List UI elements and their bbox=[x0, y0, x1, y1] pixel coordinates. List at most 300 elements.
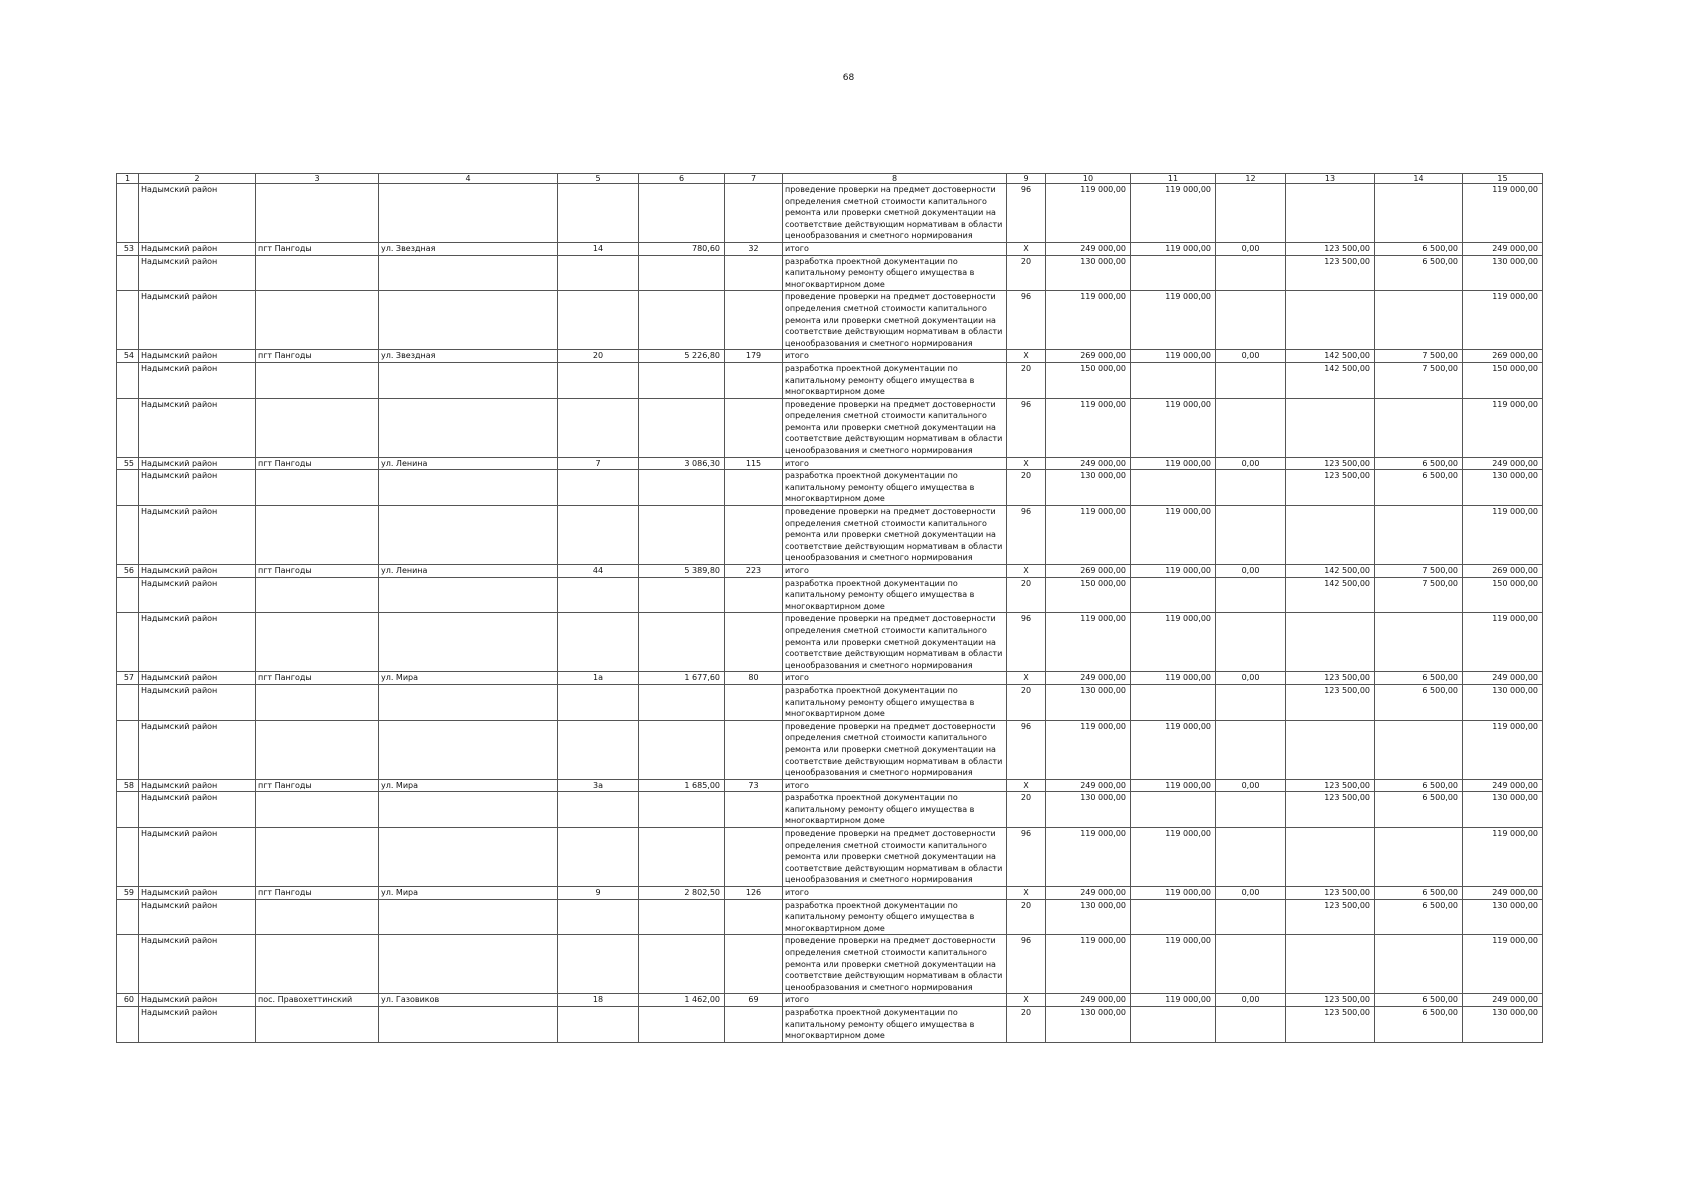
residents-cell bbox=[725, 792, 783, 828]
street-cell bbox=[379, 792, 558, 828]
work-type-cell: проведение проверки на предмет достоверности определения сметной стоимости капитального ремонта или проверки сметной документации на соответствие действующим нормативам в области ценообразования и сметного нормирования bbox=[783, 291, 1007, 350]
col15-cell: 130 000,00 bbox=[1463, 792, 1543, 828]
total-cost-cell: 119 000,00 bbox=[1046, 184, 1131, 243]
work-type-cell: проведение проверки на предмет достоверности определения сметной стоимости капитального ремонта или проверки сметной документации на соответствие действующим нормативам в области ценообразования и сметного нормирования bbox=[783, 184, 1007, 243]
residents-cell bbox=[725, 899, 783, 935]
street-cell bbox=[379, 828, 558, 887]
settlement-cell: пгт Пангоды bbox=[256, 779, 379, 792]
row-number bbox=[117, 828, 139, 887]
table-row bbox=[117, 398, 1543, 457]
col12-cell bbox=[1216, 684, 1286, 720]
house-cell: 1а bbox=[558, 672, 639, 685]
work-code-cell: 20 bbox=[1007, 362, 1046, 398]
col13-cell: 142 500,00 bbox=[1286, 350, 1375, 363]
col15-cell: 269 000,00 bbox=[1463, 565, 1543, 578]
settlement-cell bbox=[256, 828, 379, 887]
col11-cell: 119 000,00 bbox=[1131, 350, 1216, 363]
col15-cell: 130 000,00 bbox=[1463, 255, 1543, 291]
col14-cell: 6 500,00 bbox=[1375, 899, 1463, 935]
street-cell: ул. Газовиков bbox=[379, 994, 558, 1007]
area-cell: 780,60 bbox=[639, 242, 725, 255]
residents-cell: 126 bbox=[725, 887, 783, 900]
house-cell bbox=[558, 255, 639, 291]
settlement-cell bbox=[256, 255, 379, 291]
table-row bbox=[117, 184, 1543, 243]
col13-cell: 142 500,00 bbox=[1286, 577, 1375, 613]
table-row bbox=[117, 828, 1543, 887]
col14-cell bbox=[1375, 828, 1463, 887]
settlement-cell bbox=[256, 935, 379, 994]
table-row bbox=[117, 565, 1543, 578]
col11-cell: 119 000,00 bbox=[1131, 291, 1216, 350]
column-header: 2 bbox=[139, 174, 256, 184]
residents-cell bbox=[725, 255, 783, 291]
settlement-cell bbox=[256, 470, 379, 506]
district-cell: Надымский район bbox=[139, 828, 256, 887]
area-cell: 1 462,00 bbox=[639, 994, 725, 1007]
residents-cell bbox=[725, 720, 783, 779]
table-row bbox=[117, 457, 1543, 470]
col15-cell: 119 000,00 bbox=[1463, 506, 1543, 565]
total-cost-cell: 130 000,00 bbox=[1046, 792, 1131, 828]
work-code-cell: 20 bbox=[1007, 577, 1046, 613]
col12-cell bbox=[1216, 899, 1286, 935]
district-cell: Надымский район bbox=[139, 291, 256, 350]
col14-cell bbox=[1375, 398, 1463, 457]
col14-cell: 6 500,00 bbox=[1375, 242, 1463, 255]
col11-cell: 119 000,00 bbox=[1131, 242, 1216, 255]
residents-cell bbox=[725, 828, 783, 887]
area-cell bbox=[639, 720, 725, 779]
total-cost-cell: 249 000,00 bbox=[1046, 242, 1131, 255]
total-cost-cell: 249 000,00 bbox=[1046, 887, 1131, 900]
table-row bbox=[117, 577, 1543, 613]
street-cell bbox=[379, 577, 558, 613]
residents-cell bbox=[725, 684, 783, 720]
column-header: 13 bbox=[1286, 174, 1375, 184]
total-cost-cell: 119 000,00 bbox=[1046, 935, 1131, 994]
col12-cell bbox=[1216, 291, 1286, 350]
house-cell: 9 bbox=[558, 887, 639, 900]
total-cost-cell: 249 000,00 bbox=[1046, 994, 1131, 1007]
district-cell: Надымский район bbox=[139, 1006, 256, 1042]
total-cost-cell: 249 000,00 bbox=[1046, 457, 1131, 470]
area-cell bbox=[639, 935, 725, 994]
total-cost-cell: 150 000,00 bbox=[1046, 577, 1131, 613]
work-type-cell: итого bbox=[783, 565, 1007, 578]
area-cell bbox=[639, 684, 725, 720]
district-cell: Надымский район bbox=[139, 887, 256, 900]
table-row bbox=[117, 899, 1543, 935]
settlement-cell bbox=[256, 291, 379, 350]
district-cell: Надымский район bbox=[139, 779, 256, 792]
col13-cell: 142 500,00 bbox=[1286, 565, 1375, 578]
col12-cell bbox=[1216, 184, 1286, 243]
table-row bbox=[117, 994, 1543, 1007]
street-cell: ул. Ленина bbox=[379, 457, 558, 470]
house-cell: 18 bbox=[558, 994, 639, 1007]
col15-cell: 249 000,00 bbox=[1463, 779, 1543, 792]
row-number bbox=[117, 720, 139, 779]
table-row bbox=[117, 935, 1543, 994]
row-number bbox=[117, 613, 139, 672]
residents-cell bbox=[725, 362, 783, 398]
residents-cell bbox=[725, 398, 783, 457]
col15-cell: 249 000,00 bbox=[1463, 457, 1543, 470]
col15-cell: 119 000,00 bbox=[1463, 398, 1543, 457]
work-type-cell: разработка проектной документации по капитальному ремонту общего имущества в многоквартирном доме bbox=[783, 684, 1007, 720]
row-number bbox=[117, 506, 139, 565]
work-code-cell: X bbox=[1007, 994, 1046, 1007]
work-code-cell: X bbox=[1007, 565, 1046, 578]
col15-cell: 130 000,00 bbox=[1463, 1006, 1543, 1042]
house-cell: 3а bbox=[558, 779, 639, 792]
table-row bbox=[117, 362, 1543, 398]
work-type-cell: итого bbox=[783, 779, 1007, 792]
house-cell: 14 bbox=[558, 242, 639, 255]
settlement-cell bbox=[256, 577, 379, 613]
work-type-cell: разработка проектной документации по капитальному ремонту общего имущества в многоквартирном доме bbox=[783, 1006, 1007, 1042]
row-number: 53 bbox=[117, 242, 139, 255]
settlement-cell bbox=[256, 684, 379, 720]
residents-cell: 179 bbox=[725, 350, 783, 363]
work-code-cell: 96 bbox=[1007, 613, 1046, 672]
area-cell: 5 226,80 bbox=[639, 350, 725, 363]
residents-cell bbox=[725, 577, 783, 613]
col13-cell: 123 500,00 bbox=[1286, 470, 1375, 506]
district-cell: Надымский район bbox=[139, 506, 256, 565]
row-number bbox=[117, 577, 139, 613]
street-cell bbox=[379, 362, 558, 398]
table-row bbox=[117, 613, 1543, 672]
street-cell: ул. Звездная bbox=[379, 242, 558, 255]
house-cell bbox=[558, 577, 639, 613]
house-cell bbox=[558, 792, 639, 828]
work-type-cell: проведение проверки на предмет достоверности определения сметной стоимости капитального ремонта или проверки сметной документации на соответствие действующим нормативам в области ценообразования и сметного нормирования bbox=[783, 935, 1007, 994]
row-number: 54 bbox=[117, 350, 139, 363]
house-cell: 7 bbox=[558, 457, 639, 470]
work-type-cell: проведение проверки на предмет достоверности определения сметной стоимости капитального ремонта или проверки сметной документации на соответствие действующим нормативам в области ценообразования и сметного нормирования bbox=[783, 506, 1007, 565]
col14-cell: 6 500,00 bbox=[1375, 457, 1463, 470]
column-header: 8 bbox=[783, 174, 1007, 184]
street-cell bbox=[379, 899, 558, 935]
residents-cell bbox=[725, 184, 783, 243]
table-row bbox=[117, 242, 1543, 255]
work-code-cell: 20 bbox=[1007, 684, 1046, 720]
total-cost-cell: 130 000,00 bbox=[1046, 255, 1131, 291]
area-cell bbox=[639, 291, 725, 350]
col11-cell bbox=[1131, 255, 1216, 291]
column-header: 1 bbox=[117, 174, 139, 184]
col12-cell bbox=[1216, 398, 1286, 457]
district-cell: Надымский район bbox=[139, 398, 256, 457]
col13-cell: 123 500,00 bbox=[1286, 994, 1375, 1007]
settlement-cell: пос. Правохеттинский bbox=[256, 994, 379, 1007]
street-cell bbox=[379, 935, 558, 994]
col13-cell bbox=[1286, 184, 1375, 243]
district-cell: Надымский район bbox=[139, 684, 256, 720]
settlement-cell bbox=[256, 720, 379, 779]
house-cell bbox=[558, 899, 639, 935]
street-cell bbox=[379, 255, 558, 291]
total-cost-cell: 119 000,00 bbox=[1046, 398, 1131, 457]
row-number bbox=[117, 899, 139, 935]
table-row bbox=[117, 720, 1543, 779]
area-cell bbox=[639, 828, 725, 887]
page-number: 68 bbox=[842, 73, 855, 83]
table-row bbox=[117, 470, 1543, 506]
row-number bbox=[117, 184, 139, 243]
table-row bbox=[117, 350, 1543, 363]
col15-cell: 119 000,00 bbox=[1463, 184, 1543, 243]
work-type-cell: разработка проектной документации по капитальному ремонту общего имущества в многоквартирном доме bbox=[783, 255, 1007, 291]
district-cell: Надымский район bbox=[139, 565, 256, 578]
work-plan-table bbox=[116, 173, 1543, 1043]
work-code-cell: X bbox=[1007, 457, 1046, 470]
district-cell: Надымский район bbox=[139, 672, 256, 685]
settlement-cell bbox=[256, 792, 379, 828]
col13-cell bbox=[1286, 935, 1375, 994]
col12-cell: 0,00 bbox=[1216, 242, 1286, 255]
col15-cell: 119 000,00 bbox=[1463, 613, 1543, 672]
col14-cell: 6 500,00 bbox=[1375, 684, 1463, 720]
house-cell bbox=[558, 828, 639, 887]
col11-cell: 119 000,00 bbox=[1131, 779, 1216, 792]
area-cell: 3 086,30 bbox=[639, 457, 725, 470]
row-number: 58 bbox=[117, 779, 139, 792]
settlement-cell bbox=[256, 613, 379, 672]
col11-cell bbox=[1131, 362, 1216, 398]
settlement-cell: пгт Пангоды bbox=[256, 887, 379, 900]
settlement-cell: пгт Пангоды bbox=[256, 672, 379, 685]
col13-cell: 123 500,00 bbox=[1286, 887, 1375, 900]
col13-cell bbox=[1286, 828, 1375, 887]
work-code-cell: 20 bbox=[1007, 899, 1046, 935]
col11-cell bbox=[1131, 470, 1216, 506]
col14-cell: 6 500,00 bbox=[1375, 1006, 1463, 1042]
column-header: 14 bbox=[1375, 174, 1463, 184]
col12-cell bbox=[1216, 577, 1286, 613]
house-cell bbox=[558, 935, 639, 994]
table-row bbox=[117, 672, 1543, 685]
area-cell: 1 677,60 bbox=[639, 672, 725, 685]
col12-cell bbox=[1216, 255, 1286, 291]
col13-cell: 123 500,00 bbox=[1286, 242, 1375, 255]
col14-cell bbox=[1375, 935, 1463, 994]
total-cost-cell: 130 000,00 bbox=[1046, 470, 1131, 506]
col15-cell: 249 000,00 bbox=[1463, 887, 1543, 900]
row-number bbox=[117, 291, 139, 350]
col12-cell bbox=[1216, 613, 1286, 672]
street-cell bbox=[379, 291, 558, 350]
district-cell: Надымский район bbox=[139, 577, 256, 613]
col12-cell bbox=[1216, 720, 1286, 779]
area-cell: 1 685,00 bbox=[639, 779, 725, 792]
district-cell: Надымский район bbox=[139, 470, 256, 506]
house-cell bbox=[558, 720, 639, 779]
district-cell: Надымский район bbox=[139, 184, 256, 243]
column-header: 5 bbox=[558, 174, 639, 184]
district-cell: Надымский район bbox=[139, 935, 256, 994]
work-type-cell: разработка проектной документации по капитальному ремонту общего имущества в многоквартирном доме bbox=[783, 577, 1007, 613]
work-type-cell: итого bbox=[783, 672, 1007, 685]
col14-cell: 6 500,00 bbox=[1375, 994, 1463, 1007]
row-number bbox=[117, 470, 139, 506]
column-header: 9 bbox=[1007, 174, 1046, 184]
settlement-cell bbox=[256, 899, 379, 935]
house-cell: 20 bbox=[558, 350, 639, 363]
col14-cell bbox=[1375, 291, 1463, 350]
residents-cell: 115 bbox=[725, 457, 783, 470]
street-cell: ул. Мира bbox=[379, 672, 558, 685]
residents-cell bbox=[725, 935, 783, 994]
col12-cell bbox=[1216, 362, 1286, 398]
col15-cell: 130 000,00 bbox=[1463, 899, 1543, 935]
house-cell bbox=[558, 398, 639, 457]
street-cell bbox=[379, 506, 558, 565]
col11-cell bbox=[1131, 577, 1216, 613]
total-cost-cell: 249 000,00 bbox=[1046, 672, 1131, 685]
work-type-cell: разработка проектной документации по капитальному ремонту общего имущества в многоквартирном доме bbox=[783, 470, 1007, 506]
col12-cell bbox=[1216, 470, 1286, 506]
street-cell bbox=[379, 613, 558, 672]
house-cell bbox=[558, 291, 639, 350]
col12-cell: 0,00 bbox=[1216, 887, 1286, 900]
col11-cell: 119 000,00 bbox=[1131, 828, 1216, 887]
col14-cell: 6 500,00 bbox=[1375, 470, 1463, 506]
house-cell: 44 bbox=[558, 565, 639, 578]
col11-cell bbox=[1131, 1006, 1216, 1042]
house-cell bbox=[558, 470, 639, 506]
col14-cell: 6 500,00 bbox=[1375, 792, 1463, 828]
total-cost-cell: 150 000,00 bbox=[1046, 362, 1131, 398]
area-cell bbox=[639, 255, 725, 291]
col12-cell: 0,00 bbox=[1216, 350, 1286, 363]
col12-cell bbox=[1216, 506, 1286, 565]
area-cell bbox=[639, 398, 725, 457]
work-code-cell: X bbox=[1007, 672, 1046, 685]
house-cell bbox=[558, 613, 639, 672]
area-cell bbox=[639, 506, 725, 565]
col15-cell: 269 000,00 bbox=[1463, 350, 1543, 363]
settlement-cell bbox=[256, 184, 379, 243]
col12-cell: 0,00 bbox=[1216, 994, 1286, 1007]
work-code-cell: 20 bbox=[1007, 792, 1046, 828]
row-number: 59 bbox=[117, 887, 139, 900]
district-cell: Надымский район bbox=[139, 255, 256, 291]
row-number: 56 bbox=[117, 565, 139, 578]
row-number: 57 bbox=[117, 672, 139, 685]
work-code-cell: X bbox=[1007, 779, 1046, 792]
total-cost-cell: 269 000,00 bbox=[1046, 350, 1131, 363]
district-cell: Надымский район bbox=[139, 457, 256, 470]
table-row bbox=[117, 684, 1543, 720]
house-cell bbox=[558, 684, 639, 720]
column-header: 3 bbox=[256, 174, 379, 184]
col11-cell: 119 000,00 bbox=[1131, 506, 1216, 565]
residents-cell: 80 bbox=[725, 672, 783, 685]
col15-cell: 249 000,00 bbox=[1463, 672, 1543, 685]
col11-cell: 119 000,00 bbox=[1131, 720, 1216, 779]
work-code-cell: 96 bbox=[1007, 398, 1046, 457]
residents-cell: 69 bbox=[725, 994, 783, 1007]
work-code-cell: 96 bbox=[1007, 506, 1046, 565]
col13-cell: 123 500,00 bbox=[1286, 792, 1375, 828]
col15-cell: 119 000,00 bbox=[1463, 291, 1543, 350]
row-number bbox=[117, 684, 139, 720]
work-type-cell: разработка проектной документации по капитальному ремонту общего имущества в многоквартирном доме bbox=[783, 362, 1007, 398]
col13-cell bbox=[1286, 398, 1375, 457]
residents-cell: 32 bbox=[725, 242, 783, 255]
col14-cell bbox=[1375, 720, 1463, 779]
district-cell: Надымский район bbox=[139, 994, 256, 1007]
column-header: 10 bbox=[1046, 174, 1131, 184]
residents-cell bbox=[725, 1006, 783, 1042]
work-type-cell: итого bbox=[783, 350, 1007, 363]
house-cell bbox=[558, 506, 639, 565]
col11-cell: 119 000,00 bbox=[1131, 398, 1216, 457]
settlement-cell: пгт Пангоды bbox=[256, 457, 379, 470]
table-body bbox=[117, 184, 1543, 1043]
district-cell: Надымский район bbox=[139, 242, 256, 255]
column-number-row bbox=[117, 174, 1543, 184]
district-cell: Надымский район bbox=[139, 362, 256, 398]
street-cell bbox=[379, 184, 558, 243]
col12-cell: 0,00 bbox=[1216, 565, 1286, 578]
house-cell bbox=[558, 184, 639, 243]
table-row bbox=[117, 1006, 1543, 1042]
street-cell bbox=[379, 720, 558, 779]
settlement-cell: пгт Пангоды bbox=[256, 350, 379, 363]
work-code-cell: 96 bbox=[1007, 720, 1046, 779]
col11-cell: 119 000,00 bbox=[1131, 672, 1216, 685]
col15-cell: 150 000,00 bbox=[1463, 362, 1543, 398]
work-code-cell: 20 bbox=[1007, 470, 1046, 506]
district-cell: Надымский район bbox=[139, 899, 256, 935]
house-cell bbox=[558, 362, 639, 398]
col14-cell: 7 500,00 bbox=[1375, 577, 1463, 613]
col13-cell: 123 500,00 bbox=[1286, 899, 1375, 935]
column-header: 11 bbox=[1131, 174, 1216, 184]
col15-cell: 130 000,00 bbox=[1463, 684, 1543, 720]
col13-cell: 123 500,00 bbox=[1286, 684, 1375, 720]
total-cost-cell: 130 000,00 bbox=[1046, 684, 1131, 720]
district-cell: Надымский район bbox=[139, 350, 256, 363]
residents-cell bbox=[725, 470, 783, 506]
col12-cell bbox=[1216, 1006, 1286, 1042]
residents-cell: 223 bbox=[725, 565, 783, 578]
table-row bbox=[117, 792, 1543, 828]
area-cell bbox=[639, 470, 725, 506]
district-cell: Надымский район bbox=[139, 720, 256, 779]
table-row bbox=[117, 291, 1543, 350]
table-row bbox=[117, 255, 1543, 291]
row-number bbox=[117, 398, 139, 457]
work-type-cell: проведение проверки на предмет достоверности определения сметной стоимости капитального ремонта или проверки сметной документации на соответствие действующим нормативам в области ценообразования и сметного нормирования bbox=[783, 720, 1007, 779]
area-cell bbox=[639, 362, 725, 398]
total-cost-cell: 130 000,00 bbox=[1046, 1006, 1131, 1042]
work-code-cell: X bbox=[1007, 242, 1046, 255]
area-cell bbox=[639, 613, 725, 672]
col13-cell bbox=[1286, 291, 1375, 350]
work-type-cell: итого bbox=[783, 887, 1007, 900]
col14-cell: 7 500,00 bbox=[1375, 565, 1463, 578]
work-type-cell: итого bbox=[783, 457, 1007, 470]
col11-cell: 119 000,00 bbox=[1131, 887, 1216, 900]
col14-cell: 6 500,00 bbox=[1375, 887, 1463, 900]
area-cell: 2 802,50 bbox=[639, 887, 725, 900]
col15-cell: 130 000,00 bbox=[1463, 470, 1543, 506]
